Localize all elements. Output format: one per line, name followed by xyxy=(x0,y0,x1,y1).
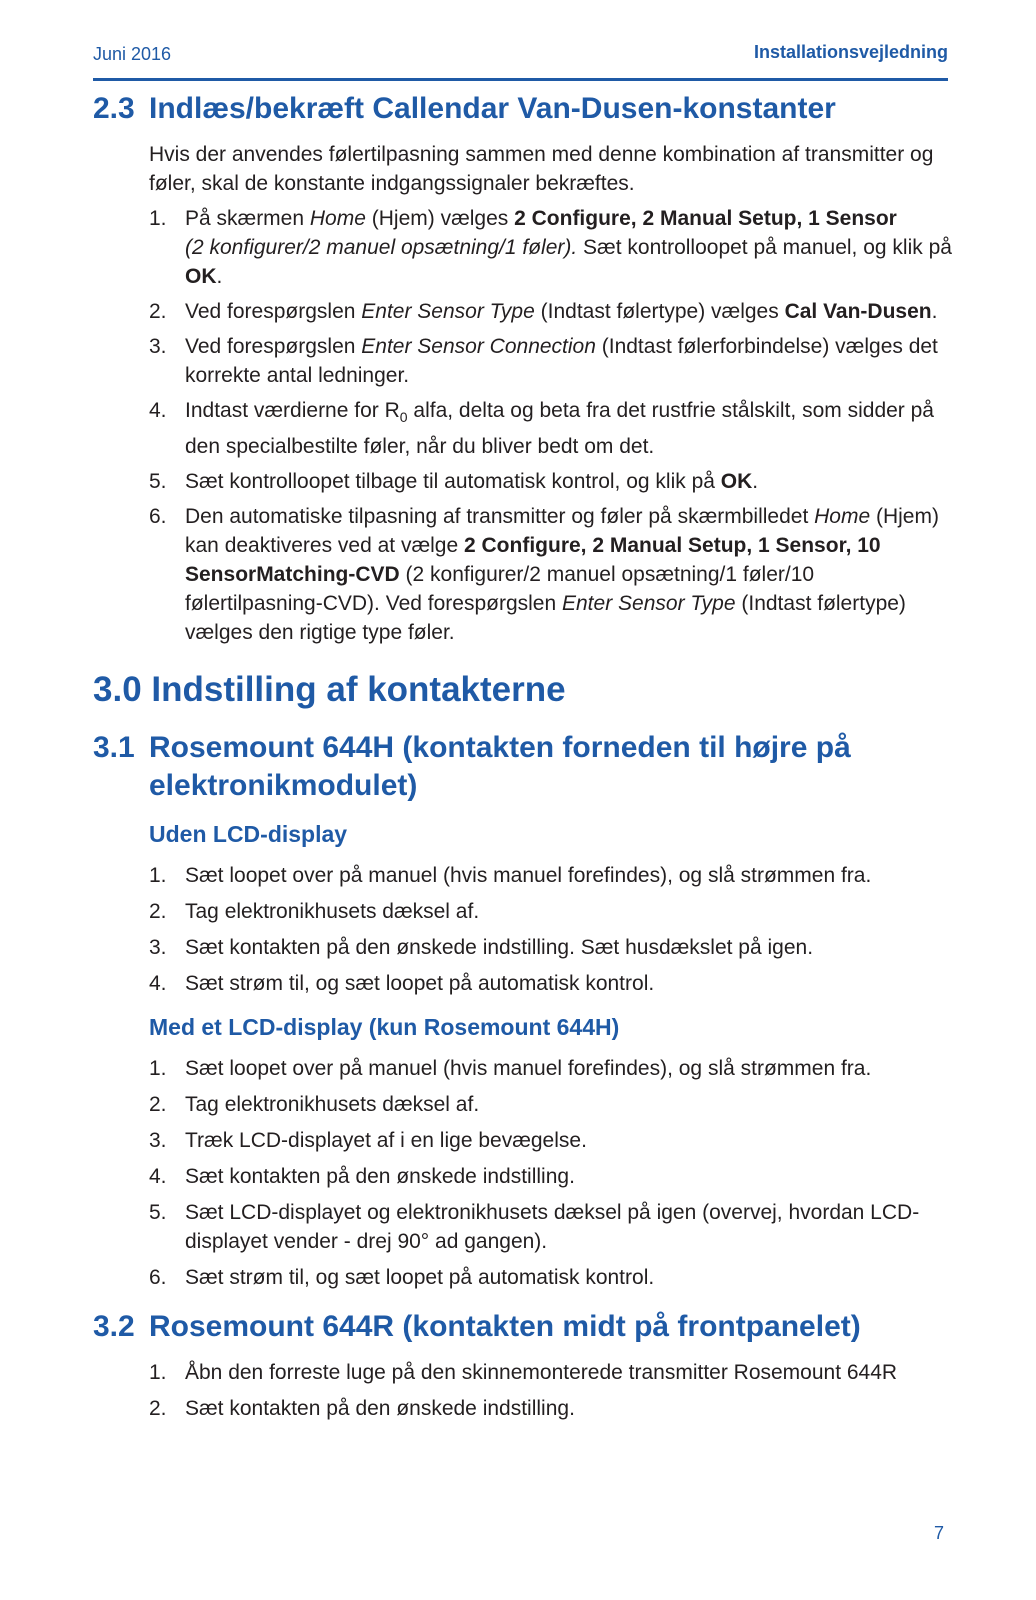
list-number: 4. xyxy=(149,399,167,422)
list-text: Ved forespørgslen Enter Sensor Connection (Indtast følerforbindelse) vælges det korrekte antal ledninger. xyxy=(185,335,938,387)
list-item xyxy=(149,502,953,647)
page-number: 7 xyxy=(933,1523,944,1543)
section-title: Indlæs/bekræft Callendar Van-Dusen-konstanter xyxy=(149,92,836,125)
section-number: 3.2 xyxy=(93,1310,135,1344)
header-date: Juni 2016 xyxy=(93,44,172,64)
list-item xyxy=(149,861,953,890)
list-text: Tag elektronikhusets dæksel af. xyxy=(185,900,480,924)
section-2-3-heading xyxy=(93,90,953,128)
section-2-3-steps xyxy=(149,204,953,647)
list-item xyxy=(149,1054,953,1083)
list-text: Sæt kontakten på den ønskede indstilling. Sæt husdækslet på igen. xyxy=(185,936,814,960)
list-text: Ved forespørgslen Enter Sensor Type (Indtast følertype) vælges Cal Van-Dusen. xyxy=(185,300,938,323)
list-item xyxy=(149,1394,953,1423)
list-text: Tag elektronikhusets dæksel af. xyxy=(185,1093,480,1117)
list-item xyxy=(149,1126,953,1155)
list-number: 1. xyxy=(149,1361,167,1385)
list-number: 5. xyxy=(149,470,167,494)
list-number: 4. xyxy=(149,972,167,996)
list-item xyxy=(149,969,953,998)
list-text: Træk LCD-displayet af i en lige bevægelse. xyxy=(185,1129,587,1153)
list-number: 2. xyxy=(149,1397,167,1421)
list-number: 5. xyxy=(149,1201,167,1225)
list-item xyxy=(149,1263,953,1292)
list-text: Den automatiske tilpasning af transmitter og føler på skærmbilledet Home (Hjem) kan deaktiveres ved at vælge 2 Configure, 2 Manual Setup, 1 Sensor, 10 SensorMatching-CVD (2 konfigurer/2 manuel opsætning/1 føler/10 følertilpasning-CVD). Ved forespørgslen Enter Sensor Type (Indtast følertype) vælges den rigtige type føler. xyxy=(185,505,939,645)
list-number: 6. xyxy=(149,1266,167,1290)
list-text: Sæt loopet over på manuel (hvis manuel forefindes), og slå strømmen fra. xyxy=(185,1057,872,1081)
section-title: Rosemount 644R (kontakten midt på frontpanelet) xyxy=(149,1310,861,1344)
list-text: Sæt kontrolloopet tilbage til automatisk kontrol, og klik på OK. xyxy=(185,470,759,494)
list-text: På skærmen Home (Hjem) vælges 2 Configure, 2 Manual Setup, 1 Sensor (2 konfigurer/2 manuel opsætning/1 føler). Sæt kontrolloopet på manuel, og klik på OK. xyxy=(185,207,952,288)
section-2-3-intro: Hvis der anvendes følertilpasning sammen med denne kombination af transmitter og føler, skal de konstante indgangssignaler bekræftes. xyxy=(149,143,934,195)
subsection-steps xyxy=(149,1054,953,1292)
subsection-heading: Med et LCD-display (kun Rosemount 644H) xyxy=(149,1014,620,1041)
list-number: 1. xyxy=(149,864,167,888)
list-number: 2. xyxy=(149,900,167,924)
list-item xyxy=(149,1358,953,1387)
list-number: 3. xyxy=(149,936,167,960)
section-number: 3.1 xyxy=(93,731,135,765)
section-3-1-heading xyxy=(93,729,953,805)
list-number: 4. xyxy=(149,1165,167,1189)
list-text: Sæt strøm til, og sæt loopet på automatisk kontrol. xyxy=(185,972,655,996)
list-item xyxy=(149,1090,953,1119)
list-item xyxy=(149,204,953,291)
list-number: 1. xyxy=(149,207,167,230)
list-number: 3. xyxy=(149,1129,167,1153)
list-number: 6. xyxy=(149,505,167,529)
list-text: Indtast værdierne for $R_0$ alfa, delta og beta fra det rustfrie stålskilt, som sidder på den specialbestilte føler, når du bliver bedt om det. xyxy=(185,399,934,459)
list-text: Sæt kontakten på den ønskede indstilling. xyxy=(185,1397,575,1421)
section-title: Rosemount 644H (kontakten forneden til højre på elektronikmodulet) xyxy=(149,731,851,803)
section-3-2-heading xyxy=(93,1308,953,1346)
header-rule xyxy=(93,78,948,81)
list-item xyxy=(149,933,953,962)
list-text: Sæt strøm til, og sæt loopet på automatisk kontrol. xyxy=(185,1266,655,1290)
subsection-steps xyxy=(149,861,953,998)
section-3-2-steps xyxy=(149,1358,953,1423)
list-text: Sæt loopet over på manuel (hvis manuel forefindes), og slå strømmen fra. xyxy=(185,864,872,888)
list-item xyxy=(149,467,953,496)
list-number: 2. xyxy=(149,1093,167,1117)
section-number: 2.3 xyxy=(93,92,135,125)
subsection-heading: Uden LCD-display xyxy=(149,821,348,848)
list-item xyxy=(149,332,953,390)
list-number: 2. xyxy=(149,300,167,323)
page-content xyxy=(93,86,953,1423)
list-item xyxy=(149,897,953,926)
list-item xyxy=(149,1162,953,1191)
list-item xyxy=(149,396,953,461)
list-text: Åbn den forreste luge på den skinnemonterede transmitter Rosemount 644R xyxy=(185,1361,898,1385)
section-3-0-heading: 3.0 Indstilling af kontakterne xyxy=(93,670,566,710)
list-number: 1. xyxy=(149,1057,167,1081)
list-text: Sæt LCD-displayet og elektronikhusets dæksel på igen (overvej, hvordan LCD-displayet vender - drej 90° ad gangen). xyxy=(185,1201,920,1254)
list-item xyxy=(149,1198,953,1256)
list-number: 3. xyxy=(149,335,167,358)
header-title: Installationsvejledning xyxy=(753,42,948,62)
list-item xyxy=(149,297,953,326)
list-text: Sæt kontakten på den ønskede indstilling. xyxy=(185,1165,575,1189)
